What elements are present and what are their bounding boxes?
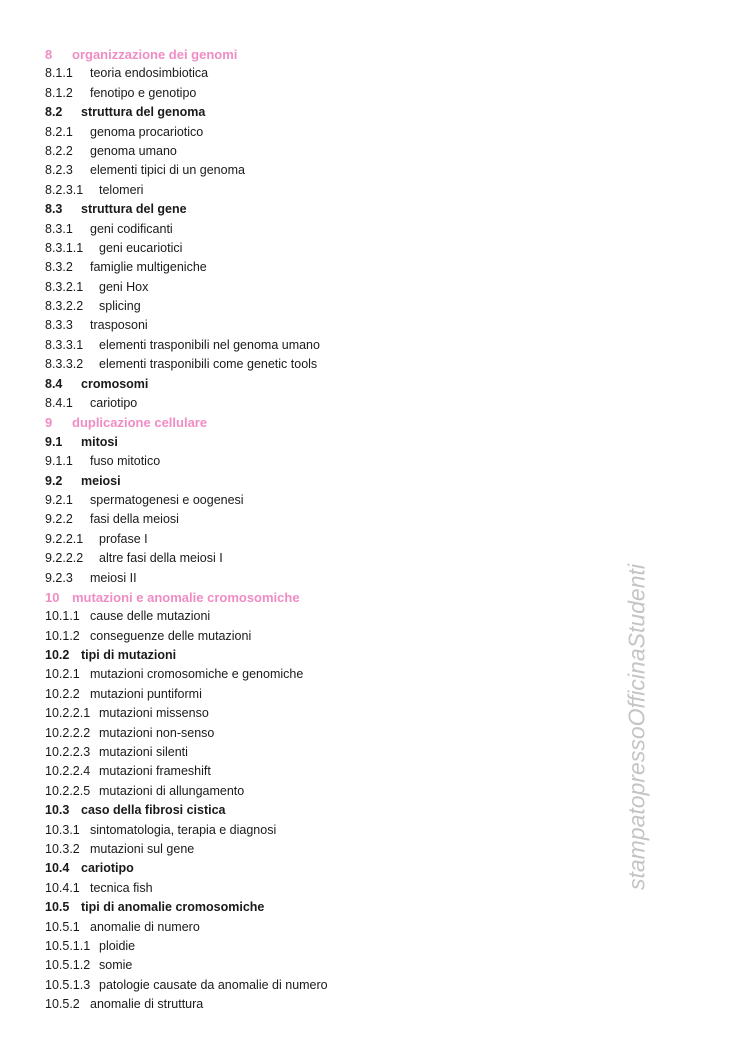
entry-title: mutazioni silenti bbox=[99, 745, 188, 760]
entry-title: genoma procariotico bbox=[90, 124, 204, 139]
entry-title: elementi trasponibili nel genoma umano bbox=[99, 337, 320, 352]
entry-number: 9.2 bbox=[45, 473, 63, 488]
entry-number: 9.1.1 bbox=[45, 454, 73, 469]
entry-number: 10.3.1 bbox=[45, 822, 80, 837]
entry-number: 10.2.2.4 bbox=[45, 764, 91, 779]
entry-number: 8.1.1 bbox=[45, 66, 73, 81]
entry-title: mutazioni e anomalie cromosomiche bbox=[72, 589, 300, 605]
entry-number: 10.3.2 bbox=[45, 841, 80, 856]
entry-title: mutazioni puntiformi bbox=[90, 686, 202, 701]
entry-number: 10.2 bbox=[45, 648, 70, 663]
entry-number: 9.2.2 bbox=[45, 512, 73, 527]
entry-number: 10.1.2 bbox=[45, 628, 80, 643]
entry-number: 10.5.1.2 bbox=[45, 958, 91, 973]
entry-title: sintomatologia, terapia e diagnosi bbox=[90, 822, 277, 837]
entry-number: 10.5.2 bbox=[45, 997, 80, 1012]
entry-number: 8.2.3 bbox=[45, 163, 73, 178]
entry-title: cause delle mutazioni bbox=[90, 609, 211, 624]
entry-title: cariotipo bbox=[81, 861, 134, 876]
entry-number: 10.5.1.1 bbox=[45, 938, 91, 953]
entry-number: 8.3.3 bbox=[45, 318, 73, 333]
entry-title: mitosi bbox=[81, 434, 118, 449]
entry-title: mutazioni non-senso bbox=[99, 725, 215, 740]
entry-title: ploidie bbox=[99, 938, 136, 953]
entry-title: tecnica fish bbox=[90, 880, 153, 895]
entry-number: 8.2.3.1 bbox=[45, 182, 84, 197]
entry-title: geni codificanti bbox=[90, 221, 173, 236]
watermark: stampatopressoOfficinaStudenti bbox=[623, 563, 650, 891]
entry-number: 8.4 bbox=[45, 376, 63, 391]
entry-title: mutazioni cromosomiche e genomiche bbox=[90, 667, 304, 682]
entry-title: mutazioni frameshift bbox=[99, 764, 211, 779]
entry-number: 8.3.2 bbox=[45, 260, 73, 275]
entry-title: elementi trasponibili come genetic tools bbox=[99, 357, 318, 372]
entry-title: meiosi bbox=[81, 473, 121, 488]
entry-title: genoma umano bbox=[90, 143, 177, 158]
entry-title: mutazioni sul gene bbox=[90, 841, 195, 856]
entry-number: 10.3 bbox=[45, 803, 70, 818]
entry-title: splicing bbox=[99, 299, 141, 314]
entry-title: fasi della meiosi bbox=[90, 512, 179, 527]
entry-number: 10.2.1 bbox=[45, 667, 80, 682]
entry-title: patologie causate da anomalie di numero bbox=[99, 977, 328, 992]
entry-number: 9.2.3 bbox=[45, 570, 73, 585]
entry-title: trasposoni bbox=[90, 318, 148, 333]
entry-title: tipi di mutazioni bbox=[81, 648, 177, 663]
entry-number: 8.3 bbox=[45, 202, 63, 217]
entry-title: anomalie di struttura bbox=[90, 997, 204, 1012]
entry-number: 10.1.1 bbox=[45, 609, 80, 624]
entry-title: altre fasi della meiosi I bbox=[99, 551, 223, 566]
entry-title: teoria endosimbiotica bbox=[90, 66, 209, 81]
entry-number: 10.2.2.1 bbox=[45, 706, 91, 721]
entry-title: fuso mitotico bbox=[90, 454, 161, 469]
entry-title: tipi di anomalie cromosomiche bbox=[81, 900, 265, 915]
entry-number: 9.1 bbox=[45, 434, 63, 449]
entry-number: 10.2.2 bbox=[45, 686, 80, 701]
entry-title: cariotipo bbox=[90, 396, 138, 411]
entry-title: mutazioni missenso bbox=[99, 706, 209, 721]
entry-title: famiglie multigeniche bbox=[90, 260, 207, 275]
entry-number: 8.3.3.2 bbox=[45, 357, 84, 372]
entry-number: 8.2.1 bbox=[45, 124, 73, 139]
entry-title: organizzazione dei genomi bbox=[72, 47, 238, 62]
entry-number: 9 bbox=[45, 415, 53, 431]
entry-number: 10.5.1 bbox=[45, 919, 80, 934]
entry-number: 8 bbox=[45, 47, 53, 62]
entry-number: 8.3.3.1 bbox=[45, 337, 84, 352]
entry-number: 10 bbox=[45, 589, 60, 605]
entry-number: 8.3.2.1 bbox=[45, 279, 84, 294]
entry-title: caso della fibrosi cistica bbox=[81, 803, 226, 818]
entry-title: somie bbox=[99, 958, 133, 973]
entry-number: 10.4.1 bbox=[45, 880, 80, 895]
entry-title: anomalie di numero bbox=[90, 919, 200, 934]
entry-number: 10.5.1.3 bbox=[45, 977, 91, 992]
entry-number: 8.3.1 bbox=[45, 221, 73, 236]
entry-title: meiosi II bbox=[90, 570, 137, 585]
entry-title: mutazioni di allungamento bbox=[99, 783, 245, 798]
entry-title: duplicazione cellulare bbox=[72, 415, 208, 431]
entry-title: profase I bbox=[99, 531, 148, 546]
entry-number: 8.3.1.1 bbox=[45, 240, 84, 255]
entry-number: 10.5 bbox=[45, 900, 70, 915]
entry-number: 10.2.2.2 bbox=[45, 725, 91, 740]
entry-title: struttura del genoma bbox=[81, 105, 206, 120]
entry-title: geni Hox bbox=[99, 279, 149, 294]
entry-number: 9.2.1 bbox=[45, 492, 73, 507]
entry-number: 8.2 bbox=[45, 105, 63, 120]
entry-number: 10.2.2.3 bbox=[45, 745, 91, 760]
entry-number: 8.3.2.2 bbox=[45, 299, 84, 314]
entry-title: elementi tipici di un genoma bbox=[90, 163, 245, 178]
entry-title: struttura del gene bbox=[81, 202, 187, 217]
entry-number: 10.2.2.5 bbox=[45, 783, 91, 798]
entry-number: 9.2.2.2 bbox=[45, 551, 84, 566]
entry-title: geni eucariotici bbox=[99, 240, 183, 255]
entry-number: 8.2.2 bbox=[45, 143, 73, 158]
entry-title: telomeri bbox=[99, 182, 144, 197]
entry-number: 8.1.2 bbox=[45, 85, 73, 100]
entry-number: 8.4.1 bbox=[45, 396, 73, 411]
entry-number: 10.4 bbox=[45, 861, 70, 876]
entry-number: 9.2.2.1 bbox=[45, 531, 84, 546]
entry-title: spermatogenesi e oogenesi bbox=[90, 492, 244, 507]
entry-title: fenotipo e genotipo bbox=[90, 85, 197, 100]
entry-title: cromosomi bbox=[81, 376, 149, 391]
entry-title: conseguenze delle mutazioni bbox=[90, 628, 252, 643]
